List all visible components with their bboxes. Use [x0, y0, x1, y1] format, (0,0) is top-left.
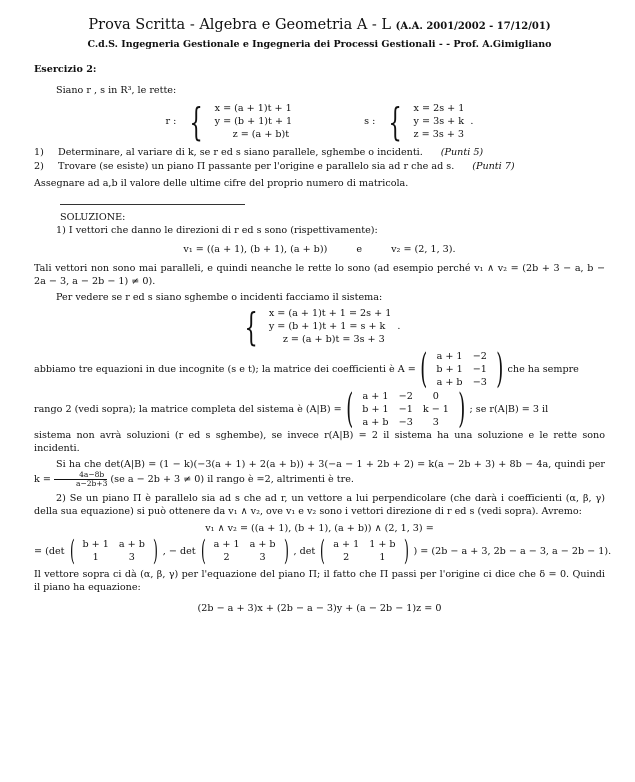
solution-p2: Tali vettori non sono mai paralleli, e quindi neanche le rette lo sono (ad esempio perché v₁ ∧ v₂ = (2b + 3 − a, b − 2a − 3, a − 2b − 1) ≠ 0).	[34, 263, 605, 287]
exercise-heading: Esercizio 2:	[34, 64, 97, 75]
assignment-note: Assegnare ad a,b il valore delle ultime cifre del proprio numero di matricola.	[34, 178, 409, 189]
title-text: Prova Scritta - Algebra e Geometria A - L	[88, 17, 392, 33]
det3-matrix: ( a + 1 1 + b 2 1 )	[320, 534, 409, 567]
question-2-number: 2)	[34, 161, 44, 172]
plane-equation: (2b − a + 3)x + (2b − a − 3)y + (a − 2b − 1)z = 0	[197, 603, 442, 614]
question-2	[34, 160, 605, 173]
v2-eq: v₂ = (2, 1, 3).	[391, 244, 456, 255]
solution-p4b: che ha sempre	[507, 363, 579, 375]
det2-matrix: ( a + 1 a + b 2 3 )	[200, 534, 289, 567]
v1-eq: v₁ = ((a + 1), (b + 1), (a + b))	[183, 244, 328, 255]
solution-p3: Per vedere se r ed s siano sghembe o incidenti facciamo il sistema:	[56, 292, 383, 303]
question-1	[34, 146, 605, 159]
sys-eq-y: y = (b + 1)t + 1 = s + k	[268, 321, 386, 332]
det-result: ) = (2b − a + 3, 2b − a − 3, a − 2b − 1).	[413, 545, 612, 557]
solution-p9: Il vettore sopra ci dà (α, β, γ) per l'equazione del piano Π; il fatto che Π passi per l'origine ci dice che δ = 0. Quindi il piano ha equazione:	[34, 569, 605, 593]
cross-product-line: v₁ ∧ v₂ = ((a + 1), (b + 1), (a + b)) ∧ (2, 1, 3) =	[205, 523, 434, 534]
r-eq-y: y = (b + 1)t + 1	[214, 116, 293, 127]
intersection-system	[34, 304, 605, 349]
det-sep1: , − det	[162, 545, 196, 557]
det-sep2: , det	[293, 545, 316, 557]
s-label: s :	[364, 116, 376, 127]
title-date: (A.A. 2001/2002 - 17/12/01)	[395, 21, 551, 32]
s-eq-x: x = 2s + 1	[413, 103, 465, 114]
s-dot: .	[470, 116, 474, 127]
solution-p5b: ; se r(A|B) = 3 il	[469, 403, 549, 415]
solution-p7	[34, 458, 605, 488]
lines-definition	[34, 99, 605, 144]
matrix-ab: ( a + 1 −2 0 b + 1 −1 k − 1 a + b −3 3 )	[345, 386, 466, 432]
page-title	[34, 16, 605, 36]
s-brace: {	[388, 99, 403, 144]
question-2-text: Trovare (se esiste) un piano Π passante per l'origine e parallelo sia ad r che ad s.	[58, 161, 455, 172]
r-system	[215, 102, 293, 141]
direction-vectors	[34, 243, 605, 256]
v-eq-and: e	[356, 244, 363, 255]
matrix-a: ( a + 1 −2 b + 1 −1 a + b −3 )	[420, 346, 504, 392]
solution-heading: SOLUZIONE:	[60, 212, 126, 223]
solution-p8: 2) Se un piano Π è parallelo sia ad s che ad r, un vettore a lui perpendicolare (che darà i coefficienti (α, β, γ) della sua equazione) si può ottenere da v₁ ∧ v₂, ove v₁ e v₂ sono i vettori direzione di r ed s (vedi sopra). Avremo:	[34, 493, 605, 517]
question-1-points: (Punti 5)	[440, 147, 484, 158]
matrix-a-line	[34, 346, 605, 392]
det-prefix: = (det	[34, 545, 65, 557]
page-subtitle: C.d.S. Ingegneria Gestionale e Ingegneria dei Processi Gestionali - - Prof. A.Gimigliano	[87, 39, 552, 50]
k-fraction: $\frac{4a-8b}{a-2b+3}$	[54, 471, 107, 488]
s-system	[414, 102, 465, 141]
sys-eq-x: x = (a + 1)t + 1 = 2s + 1	[268, 308, 392, 319]
exercise-intro: Siano r , s in R³, le rette:	[56, 85, 177, 96]
solution-p7b: (se a − 2b + 3 ≠ 0) il rango è =2, altrimenti è tre.	[110, 474, 354, 485]
question-2-points: (Punti 7)	[472, 161, 515, 172]
solution-p1: 1) I vettori che danno le direzioni di r ed s sono (rispettivamente):	[56, 225, 378, 236]
r-label: r :	[165, 116, 177, 127]
r-eq-z: z = (a + b)t	[232, 129, 290, 140]
s-eq-y: y = 3s + k	[413, 116, 465, 127]
system-brace: {	[244, 304, 258, 349]
s-eq-z: z = 3s + 3	[413, 129, 465, 140]
sys-dot: .	[397, 321, 401, 332]
question-1-text: Determinare, al variare di k, se r ed s siano parallele, sghembe o incidenti.	[58, 147, 423, 158]
solution-p6: sistema non avrà soluzioni (r ed s sghembe), se invece r(A|B) = 2 il sistema ha una soluzione e le rette sono incidenti.	[34, 430, 605, 454]
system-equations	[269, 307, 392, 346]
r-brace: {	[189, 99, 204, 144]
sys-eq-z: z = (a + b)t = 3s + 3	[282, 334, 385, 345]
question-1-number: 1)	[34, 147, 44, 158]
r-eq-x: x = (a + 1)t + 1	[214, 103, 292, 114]
solution-p7a: Si ha che det(A|B) = (1 − k)(−3(a + 1) + 2(a + b)) + 3(−a − 1 + 2b + 2) = k(a − 2b + 3) + 8b − 4a, quindi per k =	[34, 459, 605, 485]
matrix-ab-line	[34, 386, 605, 432]
solution-p5a: rango 2 (vedi sopra); la matrice completa del sistema è (A|B) =	[34, 403, 342, 415]
determinant-line	[34, 534, 612, 567]
det1-matrix: ( b + 1 a + b 1 3 )	[69, 534, 158, 567]
solution-p4a: abbiamo tre equazioni in due incognite (s e t); la matrice dei coefficienti è A =	[34, 363, 416, 375]
separator-rule	[60, 204, 245, 205]
